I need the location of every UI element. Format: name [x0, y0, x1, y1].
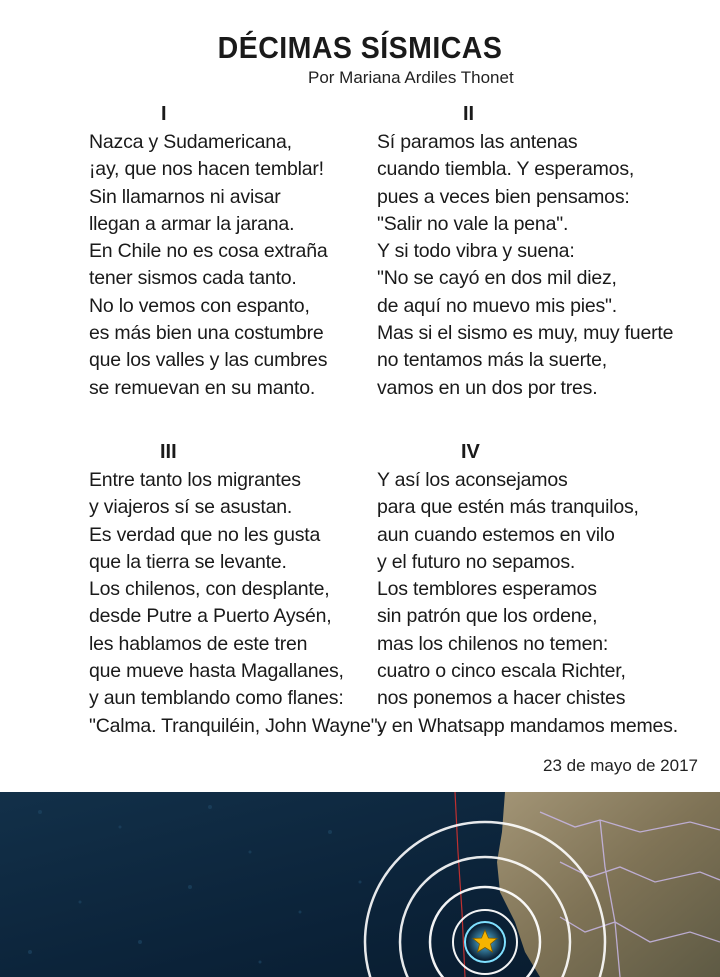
verse-line: Los temblores esperamos	[377, 578, 597, 601]
verse-line: vamos en un dos por tres.	[377, 376, 598, 399]
stanza-numeral: I	[161, 103, 167, 125]
stanza-2	[377, 103, 677, 402]
verse-line: para que estén más tranquilos,	[377, 496, 639, 519]
verse-line: "No se cayó en dos mil diez,	[377, 267, 617, 290]
verse-line: desde Putre a Puerto Aysén,	[89, 605, 332, 628]
verse-line: sin patrón que los ordene,	[377, 605, 598, 628]
verse-line: Sin llamarnos ni avisar	[89, 185, 281, 208]
author-byline: Por Mariana Ardiles Thonet	[308, 68, 514, 87]
verse-line: Sí paramos las antenas	[377, 131, 578, 153]
verse-line: Y así los aconsejamos	[377, 469, 568, 491]
satellite-map-image	[0, 792, 720, 977]
verse-line: ¡ay, que nos hacen temblar!	[89, 158, 324, 181]
stanza-numeral: IV	[461, 441, 480, 463]
stanza-4	[377, 441, 677, 740]
verse-line: de aquí no muevo mis pies".	[377, 294, 617, 317]
verse-line: no tentamos más la suerte,	[377, 349, 607, 372]
verse-line: Mas si el sismo es muy, muy fuerte	[377, 322, 674, 345]
poem-title: DÉCIMAS SÍSMICAS	[217, 30, 503, 65]
publication-date: 23 de mayo de 2017	[542, 756, 698, 775]
verse-line: En Chile no es cosa extraña	[89, 240, 328, 263]
verse-line: "Salir no vale la pena".	[377, 212, 569, 235]
verse-line: tener sismos cada tanto.	[89, 267, 297, 290]
verse-line: y viajeros sí se asustan.	[89, 496, 293, 519]
stanza-3	[89, 441, 389, 740]
verse-line: Es verdad que no les gusta	[89, 523, 321, 546]
verse-line: cuatro o cinco escala Richter,	[377, 660, 626, 683]
verse-line: llegan a armar la jarana.	[89, 212, 295, 235]
verse-line: "Calma. Tranquiléin, John Wayne".	[89, 714, 383, 737]
verse-line: Nazca y Sudamericana,	[89, 131, 292, 153]
verse-line: y el futuro no sepamos.	[377, 550, 576, 573]
verse-line: que la tierra se levante.	[89, 550, 287, 573]
verse-line: y aun temblando como flanes:	[89, 687, 344, 710]
verse-line: mas los chilenos no temen:	[377, 632, 609, 655]
stanza-1	[89, 103, 389, 402]
verse-line: y en Whatsapp mandamos memes.	[377, 714, 678, 737]
verse-line: les hablamos de este tren	[89, 632, 308, 655]
verse-line: cuando tiembla. Y esperamos,	[377, 158, 635, 181]
verse-line: No lo vemos con espanto,	[89, 294, 310, 317]
stanza-numeral: II	[463, 103, 475, 125]
verse-line: se remuevan en su manto.	[89, 376, 316, 399]
verse-line: que mueve hasta Magallanes,	[89, 660, 344, 683]
verse-line: pues a veces bien pensamos:	[377, 185, 630, 208]
verse-line: Y si todo vibra y suena:	[377, 240, 575, 263]
stanza-numeral: III	[160, 441, 177, 463]
verse-line: aun cuando estemos en vilo	[377, 523, 615, 546]
verse-line: es más bien una costumbre	[89, 322, 324, 345]
verse-line: Los chilenos, con desplante,	[89, 578, 330, 601]
verse-line: Entre tanto los migrantes	[89, 469, 301, 491]
earthquake-map	[0, 792, 720, 977]
verse-line: que los valles y las cumbres	[89, 349, 328, 372]
verse-line: nos ponemos a hacer chistes	[377, 687, 626, 710]
